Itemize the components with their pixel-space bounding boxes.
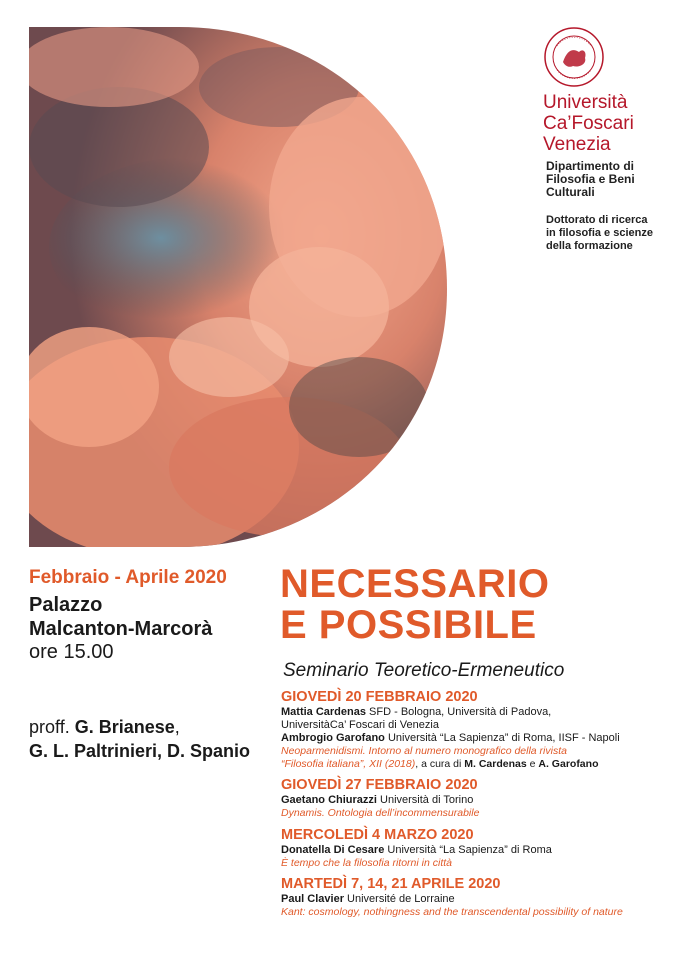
speaker-name: Ambrogio Garofano [281, 732, 385, 744]
speaker-line [281, 706, 691, 719]
talk-title: Dynamis. Ontologia dell’incommensurabile [281, 807, 480, 819]
speaker-affiliation: Université de Lorraine [343, 893, 455, 905]
title-line: NECESSARIO [280, 562, 550, 606]
organizers [29, 715, 250, 763]
event-date: GIOVEDÌ 20 FEBBRAIO 2020 [281, 689, 478, 705]
speaker-line [281, 732, 691, 745]
editor-name: A. Garofano [538, 757, 599, 770]
department-line: Filosofia e Beni [546, 172, 635, 186]
university-seal-icon [543, 26, 605, 88]
event-item [281, 776, 691, 820]
doctorate-line: della formazione [546, 240, 633, 252]
speaker-name: Mattia Cardenas [281, 706, 366, 718]
organizers-prefix: proff. [29, 717, 75, 737]
event-date: MARTEDÌ 7, 14, 21 APRILE 2020 [281, 876, 501, 892]
event-item [281, 688, 691, 770]
speaker-name: Paul Clavier [281, 893, 344, 905]
talk-title: Kant: cosmology, nothingness and the transcendental possibility of nature [281, 906, 623, 918]
speaker-affiliation: Università di Torino [376, 794, 474, 806]
doctorate-line: Dottorato di ricerca [546, 214, 648, 226]
speaker-line [281, 893, 691, 906]
venue-line: Palazzo [29, 594, 103, 616]
speaker-affiliation: SFD - Bologna, Università di Padova, [365, 706, 552, 718]
event-period: Febbraio - Aprile 2020 [29, 567, 227, 588]
speaker-affiliation-line: UniversitàCa’ Foscari di Venezia [281, 719, 439, 731]
doctorate-program [546, 214, 653, 253]
event-list [281, 688, 691, 925]
department-line: Culturali [546, 185, 595, 199]
talk-title: Neoparmenidismi. Intorno al numero monografico della rivista [281, 745, 567, 757]
conjunction: e [526, 757, 539, 770]
speaker-line [281, 794, 691, 807]
seminar-title [280, 564, 550, 646]
university-name-line: Venezia [543, 134, 611, 155]
department [546, 160, 635, 199]
event-item [281, 826, 691, 870]
speaker-name: Donatella Di Cesare [281, 843, 385, 856]
university-name [543, 92, 634, 155]
event-info [29, 567, 227, 663]
event-date: MERCOLEDÌ 4 MARZO 2020 [281, 826, 474, 843]
talk-title: È tempo che la filosofia ritorni in città [281, 856, 452, 869]
organizers-comma: , [174, 717, 180, 737]
title-line: E POSSIBILE [280, 603, 537, 647]
university-name-line: Ca’Foscari [543, 113, 634, 134]
organizer-names: G. L. Paltrinieri, D. Spanio [29, 741, 251, 761]
event-date: GIOVEDÌ 27 FEBBRAIO 2020 [281, 777, 478, 793]
event-time: ore 15.00 [29, 641, 114, 663]
talk-title-line [281, 758, 691, 771]
department-line: Dipartimento di [546, 159, 635, 173]
organizer-name: G. Brianese [74, 717, 175, 737]
talk-title-part: “Filosofia italiana”, XII (2018) [281, 757, 416, 770]
hero-cloud-image [29, 27, 447, 547]
editor-name: M. Cardenas [464, 757, 527, 770]
speaker-affiliation: Università “La Sapienza” di Roma, IISF - Napoli [384, 732, 620, 744]
university-name-line: Università [543, 92, 628, 113]
speaker-line [281, 844, 691, 857]
venue-line: Malcanton-Marcorà [29, 618, 213, 640]
event-item [281, 875, 691, 919]
venue [29, 593, 227, 641]
seminar-subtitle: Seminario Teoretico-Ermeneutico [283, 660, 565, 681]
speaker-affiliation: Università “La Sapienza” di Roma [384, 843, 552, 856]
doctorate-line: in filosofia e scienze [546, 227, 653, 239]
curated-by: , a cura di [415, 757, 465, 770]
speaker-name: Gaetano Chiurazzi [281, 794, 377, 806]
